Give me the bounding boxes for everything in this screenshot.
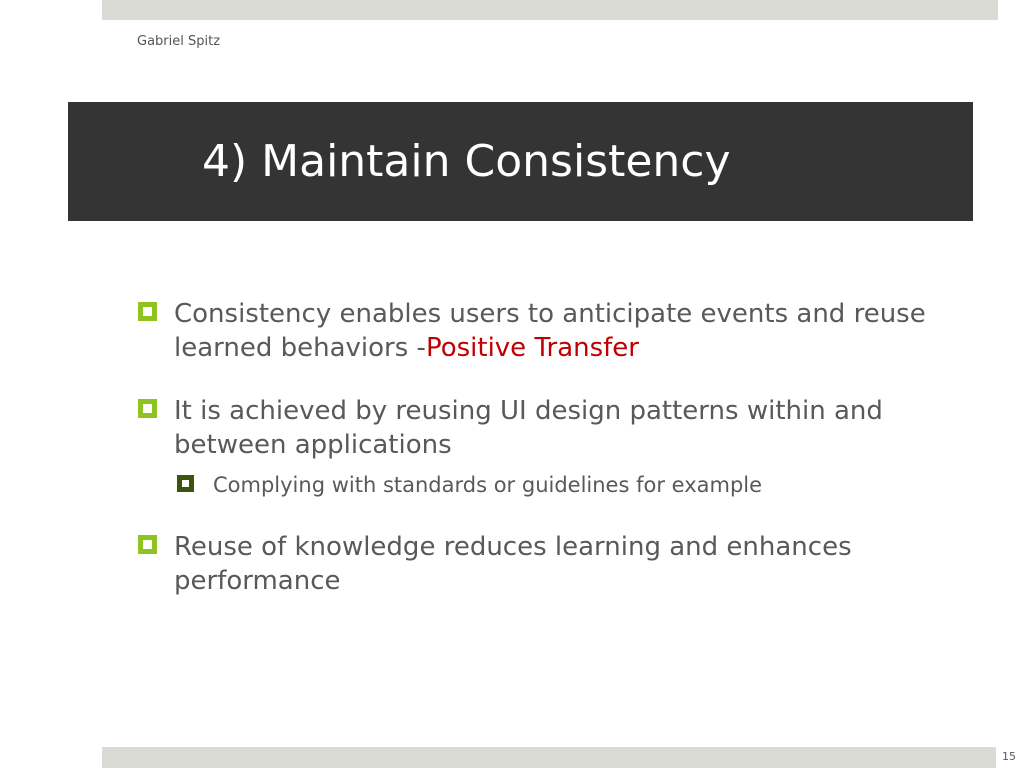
top-decorative-band <box>102 0 998 20</box>
square-bullet-icon <box>138 399 157 418</box>
bullet-text: Reuse of knowledge reduces learning and enhances performance <box>174 532 852 596</box>
title-bar <box>68 102 973 221</box>
bottom-decorative-band <box>102 747 996 768</box>
page-number: 15 <box>1002 750 1016 763</box>
bullet-item <box>138 530 974 598</box>
slide-title: 4) Maintain Consistency <box>202 136 731 187</box>
bullet-text-plain: Consistency enables users to anticipate events and reuse learned behaviors - <box>174 299 926 363</box>
positive-transfer-highlight: Positive Transfer <box>425 333 639 363</box>
bullet-item <box>138 394 974 462</box>
square-bullet-icon <box>138 535 157 554</box>
square-bullet-icon <box>138 302 157 321</box>
author-name: Gabriel Spitz <box>137 34 221 49</box>
bullet-item <box>138 297 974 365</box>
sub-bullet-item <box>177 471 762 499</box>
square-sub-bullet-icon <box>177 475 194 492</box>
sub-bullet-text: Complying with standards or guidelines for example <box>213 473 763 497</box>
bullet-text <box>174 297 974 365</box>
bullet-text: It is achieved by reusing UI design patterns within and between applications <box>174 396 883 460</box>
